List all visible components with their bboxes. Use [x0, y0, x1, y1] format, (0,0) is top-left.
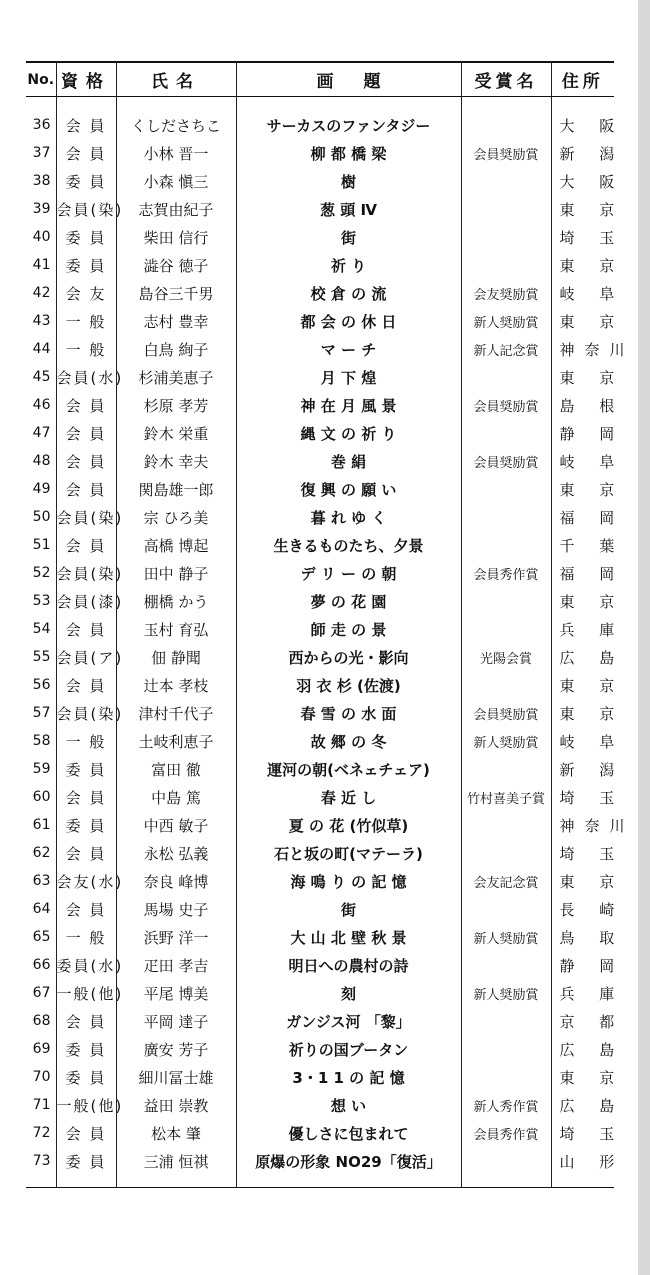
entry-number: 39 [32, 201, 51, 217]
entry-artist-name: 佃 静聞 [116, 643, 236, 671]
entry-award: 会員奨励賞 [461, 391, 551, 419]
entry-number: 37 [32, 145, 51, 161]
entry-award [461, 97, 551, 140]
entry-artwork-title: 大 山 北 壁 秋 景 [236, 923, 461, 951]
entry-location: 岐 阜 [551, 279, 614, 307]
entry-location: 兵 庫 [551, 615, 614, 643]
entry-location: 東 京 [551, 475, 614, 503]
entry-location: 東 京 [551, 363, 614, 391]
table-row [26, 951, 614, 979]
entry-artist-name: 小森 愼三 [116, 167, 236, 195]
entry-artwork-title: サーカスのファンタジー [236, 97, 461, 140]
entry-number: 52 [32, 565, 51, 581]
table-row [26, 223, 614, 251]
entry-artwork-title: 街 [236, 895, 461, 923]
entry-award [461, 811, 551, 839]
table-row [26, 755, 614, 783]
entry-artwork-title: 原爆の形象 NO29「復活」 [236, 1147, 461, 1188]
entry-artwork-title: マ ー チ [236, 335, 461, 363]
entry-artist-name: 辻本 孝枝 [116, 671, 236, 699]
entry-qualification: 委 員 [56, 1147, 116, 1188]
entry-artist-name: 廣安 芳子 [116, 1035, 236, 1063]
entry-qualification: 会員(染) [56, 699, 116, 727]
entry-artwork-title: 樹 [236, 167, 461, 195]
table-row [26, 979, 614, 1007]
entry-artist-name: 馬場 史子 [116, 895, 236, 923]
entries-table [26, 61, 635, 1188]
entry-location: 東 京 [551, 1063, 614, 1091]
entry-artist-name: 細川冨士雄 [116, 1063, 236, 1091]
table-row [26, 279, 614, 307]
entry-artwork-title: 優しさに包まれて [236, 1119, 461, 1147]
table-row [26, 447, 614, 475]
entry-artist-name: 棚橋 かう [116, 587, 236, 615]
entry-artist-name: 平尾 博美 [116, 979, 236, 1007]
entry-number: 65 [32, 929, 51, 945]
header-qualification: 資格 [56, 62, 116, 97]
entry-award: 会友奨励賞 [461, 279, 551, 307]
table-row [26, 391, 614, 419]
entry-location: 埼 玉 [551, 839, 614, 867]
entry-artist-name: 永松 弘義 [116, 839, 236, 867]
entry-artist-name: 疋田 孝吉 [116, 951, 236, 979]
entry-location: 山 形 [551, 1147, 614, 1188]
entry-artist-name: 鈴木 栄重 [116, 419, 236, 447]
table-row [26, 839, 614, 867]
entry-location: 大 阪 [551, 167, 614, 195]
entry-location: 東 京 [551, 195, 614, 223]
table-row [26, 923, 614, 951]
entry-qualification: 一般(他) [56, 979, 116, 1007]
entry-number: 58 [32, 733, 51, 749]
entry-award: 竹村喜美子賞 [461, 783, 551, 811]
table-row [26, 251, 614, 279]
entry-location: 千 葉 [551, 531, 614, 559]
header-no: No. [26, 62, 56, 97]
entry-number: 63 [32, 873, 51, 889]
entry-artwork-title: 師 走 の 景 [236, 615, 461, 643]
entry-artwork-title: 校 倉 の 流 [236, 279, 461, 307]
entry-artwork-title: 巻 絹 [236, 447, 461, 475]
entry-artwork-title: 海 鳴 り の 記 憶 [236, 867, 461, 895]
entry-artist-name: 高橋 博起 [116, 531, 236, 559]
entry-artwork-title: 祈りの国ブータン [236, 1035, 461, 1063]
entry-award [461, 839, 551, 867]
entry-qualification: 会員(漆) [56, 587, 116, 615]
entry-award [461, 615, 551, 643]
entry-qualification: 委 員 [56, 251, 116, 279]
entry-number: 46 [32, 397, 51, 413]
entry-award [461, 223, 551, 251]
entry-location: 埼 玉 [551, 1119, 614, 1147]
table-row [26, 811, 614, 839]
table-row [26, 531, 614, 559]
entry-location: 新 潟 [551, 755, 614, 783]
entry-qualification: 一般(他) [56, 1091, 116, 1119]
entry-location: 福 岡 [551, 503, 614, 531]
table-row [26, 783, 614, 811]
entry-number: 36 [32, 117, 51, 133]
entry-number: 66 [32, 957, 51, 973]
entry-artwork-title: 故 郷 の 冬 [236, 727, 461, 755]
entry-artwork-title: 石と坂の町(マテーラ) [236, 839, 461, 867]
entry-artist-name: 平岡 達子 [116, 1007, 236, 1035]
entry-qualification: 一 般 [56, 335, 116, 363]
table-row [26, 867, 614, 895]
table-row [26, 699, 614, 727]
entry-number: 55 [32, 649, 51, 665]
table-row [26, 419, 614, 447]
table-row [26, 307, 614, 335]
entry-artist-name: 島谷三千男 [116, 279, 236, 307]
entry-location: 東 京 [551, 671, 614, 699]
entry-award: 会員奨励賞 [461, 447, 551, 475]
entry-artist-name: 田中 静子 [116, 559, 236, 587]
entry-artist-name: 三浦 恒祺 [116, 1147, 236, 1188]
entry-number: 40 [32, 229, 51, 245]
table-row [26, 167, 614, 195]
entry-award [461, 1147, 551, 1188]
entry-qualification: 委 員 [56, 1063, 116, 1091]
entry-location: 東 京 [551, 587, 614, 615]
entries-body [26, 97, 635, 1188]
entry-qualification: 委 員 [56, 1035, 116, 1063]
entry-artwork-title: 生きるものたち、夕景 [236, 531, 461, 559]
entry-number: 43 [32, 313, 51, 329]
entry-award [461, 531, 551, 559]
entry-number: 47 [32, 425, 51, 441]
entry-artwork-title: 運河の朝(ベネェチェア) [236, 755, 461, 783]
entry-number: 48 [32, 453, 51, 469]
entry-artwork-title: ガンジス河 「黎」 [236, 1007, 461, 1035]
entry-artist-name: 関島雄一郎 [116, 475, 236, 503]
entry-award [461, 587, 551, 615]
entry-qualification: 委 員 [56, 755, 116, 783]
entry-location: 東 京 [551, 307, 614, 335]
entry-number: 60 [32, 789, 51, 805]
table-row [26, 503, 614, 531]
entry-artwork-title: 葱 頭 Ⅳ [236, 195, 461, 223]
entry-award [461, 475, 551, 503]
header-award: 受賞名 [461, 62, 551, 97]
entry-artist-name: 玉村 育弘 [116, 615, 236, 643]
entry-artist-name: 中西 敏子 [116, 811, 236, 839]
entry-number: 59 [32, 761, 51, 777]
entry-number: 54 [32, 621, 51, 637]
entry-number: 69 [32, 1041, 51, 1057]
entry-qualification: 会 員 [56, 419, 116, 447]
table-row [26, 335, 614, 363]
table-row [26, 363, 614, 391]
entry-number: 50 [32, 509, 51, 525]
entry-award [461, 167, 551, 195]
entry-artist-name: 柴田 信行 [116, 223, 236, 251]
entry-artist-name: 津村千代子 [116, 699, 236, 727]
entry-location: 福 岡 [551, 559, 614, 587]
table-row [26, 1147, 614, 1188]
entry-artwork-title: 春 近 し [236, 783, 461, 811]
entry-number: 56 [32, 677, 51, 693]
entry-location: 神奈川 [551, 335, 614, 363]
entry-location: 静 岡 [551, 951, 614, 979]
entry-artist-name: 宗 ひろ美 [116, 503, 236, 531]
entry-award [461, 419, 551, 447]
entry-location: 東 京 [551, 867, 614, 895]
entry-qualification: 会 友 [56, 279, 116, 307]
entry-award: 新人奨励賞 [461, 923, 551, 951]
entry-award [461, 1063, 551, 1091]
entry-qualification: 会員(染) [56, 195, 116, 223]
entry-location: 東 京 [551, 251, 614, 279]
entry-artwork-title: 暮 れ ゆ く [236, 503, 461, 531]
entry-artist-name: 松本 肇 [116, 1119, 236, 1147]
entry-artwork-title: 羽 衣 杉 (佐渡) [236, 671, 461, 699]
entry-qualification: 会員(水) [56, 363, 116, 391]
table-row [26, 1007, 614, 1035]
entry-number: 68 [32, 1013, 51, 1029]
header-name: 氏名 [116, 62, 236, 97]
entry-artwork-title: 春 雪 の 水 面 [236, 699, 461, 727]
entry-number: 44 [32, 341, 51, 357]
entry-award [461, 195, 551, 223]
page-edge-shadow [638, 0, 650, 1275]
entry-artwork-title: 夏 の 花 (竹似草) [236, 811, 461, 839]
entry-qualification: 会 員 [56, 671, 116, 699]
entry-location: 広 島 [551, 1091, 614, 1119]
entry-artist-name: 浜野 洋一 [116, 923, 236, 951]
table-row [26, 671, 614, 699]
table-row [26, 1035, 614, 1063]
entry-award: 会員奨励賞 [461, 139, 551, 167]
entry-qualification: 会員(染) [56, 503, 116, 531]
entry-location: 新 潟 [551, 139, 614, 167]
header-location: 住所 [551, 62, 614, 97]
entry-award [461, 895, 551, 923]
entry-location: 岐 阜 [551, 447, 614, 475]
entry-artist-name: くしださちこ [116, 97, 236, 140]
entry-award: 新人奨励賞 [461, 979, 551, 1007]
entry-artwork-title: 縄 文 の 祈 り [236, 419, 461, 447]
entry-qualification: 会 員 [56, 447, 116, 475]
entry-artwork-title: 3・1 1 の 記 憶 [236, 1063, 461, 1091]
entry-artist-name: 志村 豊幸 [116, 307, 236, 335]
entry-qualification: 一 般 [56, 923, 116, 951]
entry-location: 島 根 [551, 391, 614, 419]
entry-number: 51 [32, 537, 51, 553]
entry-award: 光陽会賞 [461, 643, 551, 671]
entry-qualification: 一 般 [56, 307, 116, 335]
table-row [26, 1119, 614, 1147]
table-row [26, 139, 614, 167]
entry-number: 42 [32, 285, 51, 301]
entry-location: 京 都 [551, 1007, 614, 1035]
entry-location: 埼 玉 [551, 783, 614, 811]
table-row [26, 97, 614, 140]
entry-award: 会員奨励賞 [461, 699, 551, 727]
entry-location: 兵 庫 [551, 979, 614, 1007]
entry-location: 広 島 [551, 1035, 614, 1063]
entry-award [461, 951, 551, 979]
entry-artist-name: 澁谷 徳子 [116, 251, 236, 279]
table-row [26, 1091, 614, 1119]
table-row [26, 643, 614, 671]
entry-artwork-title: 祈 り [236, 251, 461, 279]
entry-artist-name: 鈴木 幸夫 [116, 447, 236, 475]
entry-qualification: 会 員 [56, 1007, 116, 1035]
entry-artist-name: 白鳥 絢子 [116, 335, 236, 363]
entry-qualification: 会員(ア) [56, 643, 116, 671]
entry-artwork-title: 神 在 月 風 景 [236, 391, 461, 419]
entry-location: 鳥 取 [551, 923, 614, 951]
entry-number: 49 [32, 481, 51, 497]
entry-location: 大 阪 [551, 97, 614, 140]
table-row [26, 895, 614, 923]
entry-location: 神奈川 [551, 811, 614, 839]
entry-award [461, 755, 551, 783]
entry-artwork-title: 都 会 の 休 日 [236, 307, 461, 335]
entry-number: 64 [32, 901, 51, 917]
entry-artist-name: 小林 晋一 [116, 139, 236, 167]
entry-location: 静 岡 [551, 419, 614, 447]
entry-qualification: 会員(染) [56, 559, 116, 587]
entry-award: 新人奨励賞 [461, 727, 551, 755]
entry-artwork-title: 明日への農村の詩 [236, 951, 461, 979]
entry-location: 岐 阜 [551, 727, 614, 755]
entry-award [461, 1007, 551, 1035]
entry-qualification: 委 員 [56, 223, 116, 251]
entry-qualification: 会 員 [56, 475, 116, 503]
entry-artwork-title: デ リ ー の 朝 [236, 559, 461, 587]
entry-award [461, 251, 551, 279]
entry-artwork-title: 街 [236, 223, 461, 251]
entry-location: 広 島 [551, 643, 614, 671]
entry-number: 45 [32, 369, 51, 385]
entry-artist-name: 土岐利恵子 [116, 727, 236, 755]
entry-artist-name: 杉浦美恵子 [116, 363, 236, 391]
entry-qualification: 会 員 [56, 97, 116, 140]
entry-award: 新人奨励賞 [461, 307, 551, 335]
entry-number: 38 [32, 173, 51, 189]
table-row [26, 727, 614, 755]
entry-number: 73 [26, 1147, 56, 1188]
header-row [26, 62, 614, 97]
entry-number: 57 [32, 705, 51, 721]
entry-award [461, 671, 551, 699]
entry-location: 埼 玉 [551, 223, 614, 251]
table-row [26, 587, 614, 615]
entry-qualification: 会 員 [56, 895, 116, 923]
entry-artist-name: 益田 崇教 [116, 1091, 236, 1119]
entry-artist-name: 志賀由紀子 [116, 195, 236, 223]
entry-number: 41 [32, 257, 51, 273]
entry-number: 61 [32, 817, 51, 833]
entry-number: 71 [32, 1097, 51, 1113]
table-row [26, 195, 614, 223]
entry-number: 72 [32, 1125, 51, 1141]
entry-qualification: 委 員 [56, 167, 116, 195]
entry-artwork-title: 柳 都 橋 梁 [236, 139, 461, 167]
table-row [26, 615, 614, 643]
entry-award [461, 1035, 551, 1063]
entry-artwork-title: 刻 [236, 979, 461, 1007]
entry-award [461, 503, 551, 531]
table-row [26, 475, 614, 503]
entry-artwork-title: 月 下 煌 [236, 363, 461, 391]
entry-artist-name: 杉原 孝芳 [116, 391, 236, 419]
entry-artwork-title: 夢 の 花 園 [236, 587, 461, 615]
entry-number: 67 [32, 985, 51, 1001]
entry-qualification: 会 員 [56, 531, 116, 559]
entry-award: 新人記念賞 [461, 335, 551, 363]
entry-award: 会員秀作賞 [461, 559, 551, 587]
entry-artist-name: 奈良 峰博 [116, 867, 236, 895]
entry-artist-name: 中島 篤 [116, 783, 236, 811]
header-title: 画題 [236, 62, 461, 97]
entry-artwork-title: 西からの光・影向 [236, 643, 461, 671]
entry-qualification: 一 般 [56, 727, 116, 755]
entry-qualification: 会 員 [56, 839, 116, 867]
entry-qualification: 会 員 [56, 615, 116, 643]
entry-award [461, 363, 551, 391]
table-row [26, 559, 614, 587]
entry-qualification: 会 員 [56, 139, 116, 167]
entry-award: 会員秀作賞 [461, 1119, 551, 1147]
entry-number: 62 [32, 845, 51, 861]
entry-artwork-title: 復 興 の 願 い [236, 475, 461, 503]
entry-number: 53 [32, 593, 51, 609]
entry-location: 長 崎 [551, 895, 614, 923]
exhibit-list-sheet [26, 61, 635, 1188]
entry-qualification: 委 員 [56, 811, 116, 839]
entry-qualification: 会 員 [56, 1119, 116, 1147]
entry-location: 東 京 [551, 699, 614, 727]
entry-qualification: 会 員 [56, 783, 116, 811]
table-row [26, 1063, 614, 1091]
entry-award: 新人秀作賞 [461, 1091, 551, 1119]
entry-number: 70 [32, 1069, 51, 1085]
entry-artist-name: 富田 徹 [116, 755, 236, 783]
entry-qualification: 会友(水) [56, 867, 116, 895]
entry-qualification: 会 員 [56, 391, 116, 419]
entry-qualification: 委員(水) [56, 951, 116, 979]
entry-artwork-title: 想 い [236, 1091, 461, 1119]
entry-award: 会友記念賞 [461, 867, 551, 895]
